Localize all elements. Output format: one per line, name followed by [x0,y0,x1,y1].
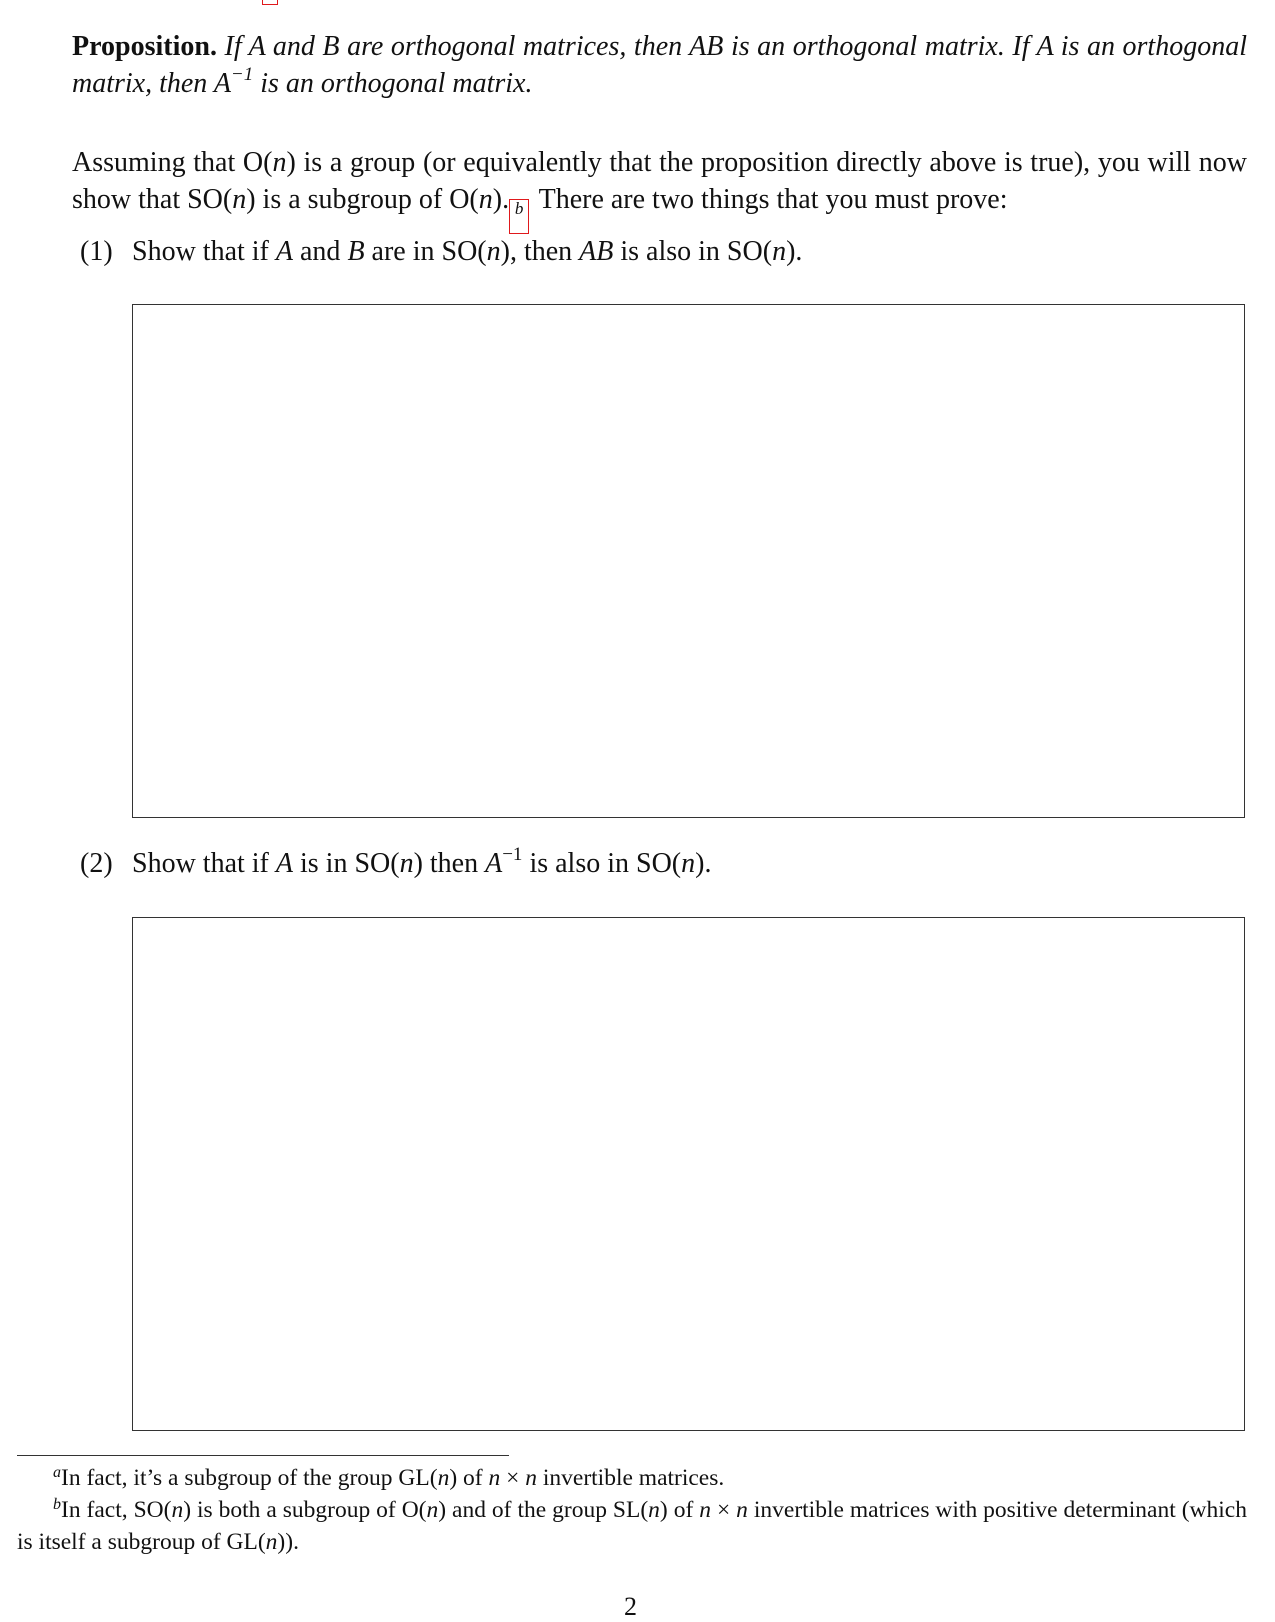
footnote-b-link[interactable]: b [509,199,529,234]
task-2-number: (2) [80,848,113,879]
proposition-label: Proposition. [72,31,217,62]
page-number: 2 [624,1592,637,1621]
footnote-divider [17,1455,509,1456]
proposition-statement: If A and B are orthogonal matrices, then AB is an orthogonal matrix. If A is an orthogonal matrix, then $A^{-1}$ is an orthogonal matrix. [72,31,1247,99]
footnote-a-mark: a [53,1464,61,1481]
answer-box-1[interactable] [132,304,1245,818]
footnote-link-fragment[interactable] [262,0,278,5]
task-2-prompt: (2) Show that if A is in SO(n) then $A^{-1}$ is also in SO(n). [80,845,1240,882]
task-1-prompt: (1) Show that if A and B are in SO(n), then AB is also in SO(n). [80,233,1240,270]
intro-paragraph: Assuming that O(n) is a group (or equivalently that the proposition directly above is true), you will now show that SO(n) is a subgroup of O(n). b There are two things that you must prove: [72,144,1247,234]
answer-box-2[interactable] [132,917,1245,1431]
footnote-b: $^b$In fact, SO(n) is both a subgroup of O(n) and of the group SL(n) of n × n invertible matrices with positive determinant (which is itself a subgroup of GL(n)). [17,1496,1247,1555]
footnote-b-mark: b [53,1496,61,1513]
task-1-number: (1) [80,236,113,267]
proposition [72,28,1247,102]
footnote-a: $^a$In fact, it’s a subgroup of the group GL(n) of n × n invertible matrices. [53,1464,725,1491]
